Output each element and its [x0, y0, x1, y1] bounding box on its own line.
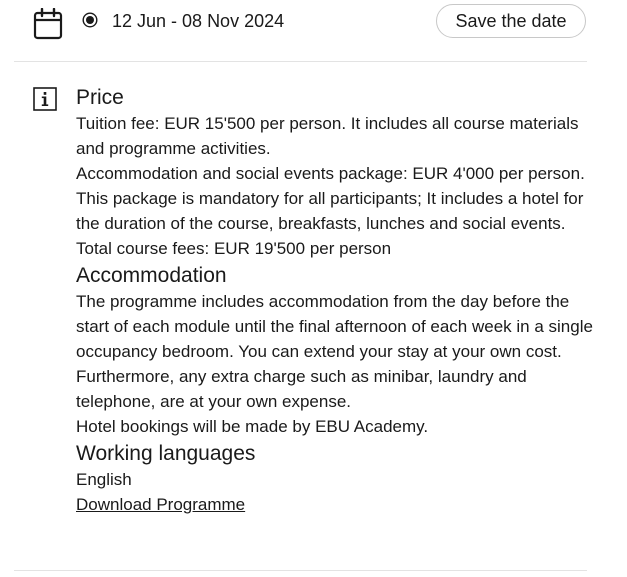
bottom-divider	[14, 570, 587, 571]
accommodation-heading: Accommodation	[76, 264, 227, 287]
working-languages-heading: Working languages	[76, 442, 256, 465]
calendar-icon	[33, 8, 63, 40]
total-fees-text: Total course fees: EUR 19'500 per person	[76, 239, 392, 258]
top-divider	[14, 61, 587, 62]
tuition-fee-text: Tuition fee: EUR 15'500 per person. It includes all course materials and programme activities.	[76, 114, 579, 158]
event-date-range: 12 Jun - 08 Nov 2024	[112, 11, 285, 31]
accommodation-description: The programme includes accommodation from the day before the start of each module until the final afternoon of each week in a single occupancy bedroom. You can extend your stay at your own cost. Furthermore, any extra charge such as minibar, laundry and telephone, are at your own expense.	[76, 292, 593, 411]
working-languages-value: English	[76, 470, 132, 489]
download-programme-link[interactable]: Download Programme	[76, 495, 246, 514]
price-heading: Price	[76, 86, 124, 109]
event-details	[76, 85, 596, 517]
save-the-date-button[interactable]: Save the date	[436, 4, 586, 38]
accommodation-package-text: Accommodation and social events package: EUR 4'000 per person. This package is mandatory for all participants; It includes a hotel for the duration of the course, breakfasts, lunches and social events.	[76, 164, 585, 233]
hotel-bookings-text: Hotel bookings will be made by EBU Academy.	[76, 417, 429, 436]
event-date-row	[0, 0, 627, 46]
radio-selected-icon[interactable]	[82, 12, 98, 28]
info-icon	[33, 87, 57, 111]
